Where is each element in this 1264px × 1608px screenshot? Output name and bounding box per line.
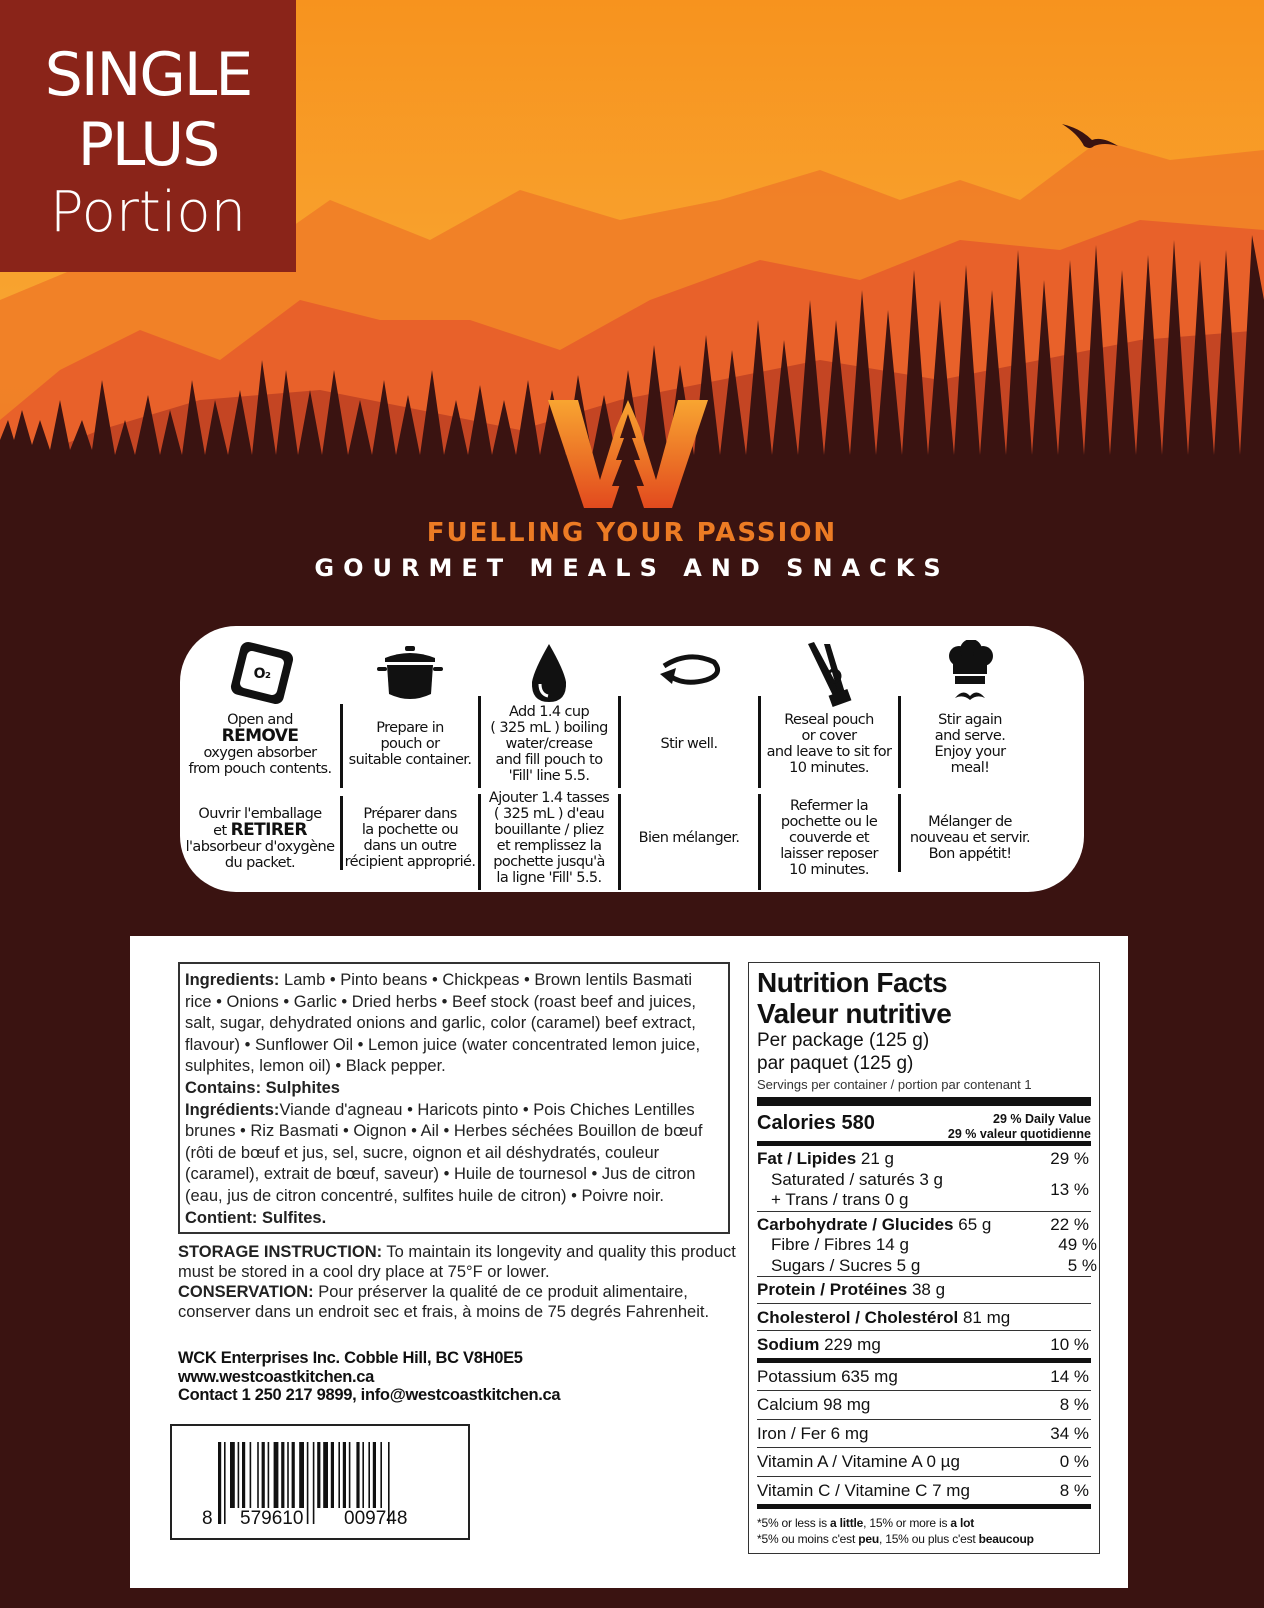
step-1-english: Open and REMOVE oxygen absorber from pouch contents. bbox=[188, 711, 332, 777]
sodium-percent: 10 % bbox=[1050, 1335, 1089, 1354]
svg-text:O₂: O₂ bbox=[253, 666, 271, 682]
company-info bbox=[178, 1349, 738, 1405]
mineral-percent: 8 % bbox=[1059, 1395, 1089, 1414]
daily-value-english: 29 % Daily Value bbox=[993, 1112, 1091, 1126]
trans-fat: + Trans / trans 0 g bbox=[771, 1190, 909, 1209]
mineral-row bbox=[757, 1477, 1091, 1505]
percent-footnote bbox=[757, 1504, 1091, 1547]
step-3 bbox=[480, 626, 618, 892]
barcode-bar bbox=[250, 1442, 252, 1508]
barcode-bar bbox=[230, 1442, 235, 1508]
barcode-bar bbox=[343, 1442, 346, 1508]
barcode-bar bbox=[257, 1442, 259, 1508]
barcode-bar bbox=[331, 1442, 334, 1508]
nutrition-title bbox=[757, 967, 1091, 1029]
step-2-french: Préparer dans la pochette ou dans un outre récipient approprié. bbox=[344, 806, 476, 870]
clothespin-icon bbox=[794, 640, 864, 710]
cholesterol-row bbox=[757, 1304, 1091, 1332]
mineral-percent: 0 % bbox=[1059, 1452, 1089, 1471]
water-drop-icon bbox=[514, 640, 584, 710]
barcode-bar bbox=[224, 1442, 226, 1524]
footnote-bold: a little bbox=[830, 1516, 864, 1530]
carbohydrate-label: Carbohydrate / Glucides bbox=[757, 1214, 954, 1234]
protein-row bbox=[757, 1277, 1091, 1304]
conservation-text: Pour préserver la qualité de ce produit alimentaire, conserver dans un endroit sec et frais, à moins de 75 degrés Fahrenheit. bbox=[178, 1283, 710, 1321]
barcode-bar bbox=[368, 1442, 370, 1508]
calories-value: 580 bbox=[841, 1112, 875, 1134]
ingredients-box bbox=[178, 962, 730, 1234]
saturated-trans-percent: 13 % bbox=[1050, 1179, 1089, 1199]
step-6-english: Stir again and serve. Enjoy your meal! bbox=[934, 712, 1006, 776]
footnote-text: *5% or less is bbox=[757, 1516, 831, 1530]
barcode-bar bbox=[323, 1442, 328, 1508]
contains-allergens-french: Contient: Sulfites. bbox=[185, 1208, 327, 1227]
barcode-digits-2: 579610 bbox=[240, 1508, 304, 1529]
serving-size-french: par paquet (125 g) bbox=[757, 1053, 914, 1074]
barcode-bar bbox=[268, 1442, 270, 1508]
step-6-french: Mélanger de nouveau et servir. Bon appétit! bbox=[909, 814, 1031, 862]
footnote-bold: beaucoup bbox=[978, 1532, 1034, 1546]
nutrition-facts-table bbox=[748, 962, 1100, 1554]
barcode-bar bbox=[338, 1442, 340, 1508]
barcode-bar bbox=[313, 1442, 315, 1524]
barcode-bar bbox=[380, 1442, 382, 1508]
barcode-bar bbox=[356, 1442, 359, 1508]
step-1 bbox=[180, 626, 340, 892]
fat-row bbox=[757, 1146, 1091, 1212]
fat-label: Fat / Lipides bbox=[757, 1149, 857, 1168]
barcode-bar bbox=[317, 1442, 320, 1508]
stir-arrow-icon bbox=[654, 640, 724, 710]
saturated-fat: Saturated / saturés 3 g bbox=[771, 1169, 943, 1189]
footnote-french bbox=[757, 1531, 1091, 1547]
barcode-bar bbox=[349, 1442, 351, 1508]
mineral-row bbox=[757, 1448, 1091, 1477]
barcode-bar bbox=[274, 1442, 279, 1508]
mineral-percent: 8 % bbox=[1059, 1480, 1089, 1500]
protein-label: Protein / Protéines bbox=[757, 1280, 908, 1299]
barcode bbox=[170, 1424, 470, 1540]
west-coast-kitchen-logo-icon bbox=[548, 398, 708, 510]
mineral-percent: 34 % bbox=[1050, 1423, 1089, 1443]
barcode-bar bbox=[299, 1442, 304, 1508]
company-address: WCK Enterprises Inc. Cobble Hill, BC V8H0E5 bbox=[178, 1349, 523, 1367]
fat-percent: 29 % bbox=[1050, 1149, 1089, 1168]
barcode-bar bbox=[292, 1442, 295, 1508]
mineral-label: Calcium 98 mg bbox=[757, 1395, 871, 1414]
carbohydrate-percent: 22 % bbox=[1050, 1214, 1089, 1234]
storage-text: To maintain its longevity and quality this product must be stored in a cool dry place at 75°F or lower. bbox=[178, 1243, 736, 1281]
preparation-instructions bbox=[180, 626, 1084, 892]
barcode-bar bbox=[281, 1442, 284, 1508]
mineral-label: Vitamin C / Vitamine C 7 mg bbox=[757, 1480, 970, 1500]
servings-per-container: Servings per container / portion par contenant 1 bbox=[757, 1075, 1091, 1106]
footnote-bold: peu bbox=[858, 1532, 879, 1546]
sugars-percent: 5 % bbox=[1067, 1255, 1097, 1275]
step-2 bbox=[342, 626, 478, 892]
company-website[interactable]: www.westcoastkitchen.ca bbox=[178, 1367, 375, 1386]
chef-icon bbox=[935, 640, 1005, 710]
badge-line-3: Portion bbox=[49, 180, 247, 245]
portion-badge bbox=[0, 0, 296, 272]
pot-icon bbox=[375, 640, 445, 710]
ingredients-text: Lamb • Pinto beans • Chickpeas • Brown lentils Basmati rice • Onions • Garlic • Dried herbs • Beef stock (roast beef and juices, salt, sugar, dehydrated onions and garlic, color (caramel) beef extract, flavour) • Sunflower Oil • Lemon juice (water concentrated lemon juice, sulphites, lemon oil) • Black pepper. bbox=[185, 971, 701, 1076]
sodium-label: Sodium bbox=[757, 1335, 820, 1354]
mineral-label: Iron / Fer 6 mg bbox=[757, 1423, 869, 1443]
footnote-text: , 15% or more is bbox=[863, 1516, 951, 1530]
badge-line-1: SINGLE bbox=[44, 40, 252, 110]
sodium-row bbox=[757, 1331, 1091, 1363]
barcode-bar bbox=[242, 1442, 245, 1508]
fibre-percent: 49 % bbox=[1058, 1235, 1097, 1254]
step-6 bbox=[900, 626, 1040, 892]
mineral-row bbox=[757, 1391, 1091, 1420]
barcode-bar bbox=[218, 1442, 221, 1524]
step-5 bbox=[760, 626, 898, 892]
barcode-bar bbox=[262, 1442, 265, 1508]
carbohydrate-row bbox=[757, 1212, 1097, 1278]
barcode-bar bbox=[373, 1442, 376, 1508]
mineral-row bbox=[757, 1420, 1091, 1449]
fat-value: 21 g bbox=[860, 1149, 895, 1168]
oxygen-absorber-icon bbox=[225, 640, 295, 710]
mineral-row bbox=[757, 1363, 1091, 1392]
step-5-french: Refermer la pochette ou le couverde et laisser reposer 10 minutes. bbox=[780, 798, 878, 878]
mineral-label: Potassium 635 mg bbox=[757, 1366, 898, 1386]
step-1-french: Ouvrir l'emballage et RETIRER l'absorbeur d'oxygène du packet. bbox=[185, 805, 335, 871]
footnote-text: *5% ou moins c'est bbox=[757, 1532, 859, 1546]
calories-label: Calories bbox=[757, 1112, 836, 1134]
barcode-bar bbox=[362, 1442, 364, 1508]
fibre: Fibre / Fibres 14 g bbox=[771, 1235, 909, 1254]
footnote-text: , 15% ou plus c'est bbox=[878, 1532, 979, 1546]
minerals-list bbox=[757, 1363, 1091, 1505]
ingredients-text-french: Viande d'agneau • Haricots pinto • Pois Chiches Lentilles brunes • Riz Basmati • Oignon • Ail • Herbes séchées Bouillon de bœuf (rôti de bœuf et jus, sel, sucre, oignon et ail déshydratés, couleur (caramel), extrait de bœuf, saveur) • Huile de tournesol • Jus de citron (eau, jus de citron concentré, sulfites huile de citron) • Poivre noir. bbox=[185, 1100, 703, 1205]
barcode-bars-icon bbox=[172, 1426, 472, 1542]
step-5-english: Reseal pouch or cover and leave to sit for 10 minutes. bbox=[766, 712, 892, 776]
barcode-digit-1: 8 bbox=[202, 1508, 213, 1529]
step-3-english: Add 1.4 cup ( 325 mL ) boiling water/crease and fill pouch to 'Fill' line 5.5. bbox=[490, 704, 608, 784]
barcode-bar bbox=[287, 1442, 289, 1508]
sodium-value: 229 mg bbox=[824, 1335, 881, 1354]
nutrition-title-french: Valeur nutritive bbox=[757, 998, 952, 1029]
conservation-label: CONSERVATION: bbox=[178, 1283, 314, 1301]
daily-value-french: 29 % valeur quotidienne bbox=[947, 1127, 1091, 1141]
storage-label: STORAGE INSTRUCTION: bbox=[178, 1243, 383, 1261]
mineral-label: Vitamin A / Vitamine A 0 µg bbox=[757, 1452, 960, 1471]
barcode-bar bbox=[238, 1442, 240, 1508]
step-2-english: Prepare in pouch or suitable container. bbox=[348, 720, 472, 768]
product-label bbox=[130, 936, 1128, 1588]
calories-row bbox=[757, 1106, 1091, 1146]
protein-value: 38 g bbox=[911, 1280, 946, 1299]
carbohydrate-value: 65 g bbox=[958, 1214, 992, 1234]
footnote-english bbox=[757, 1515, 1091, 1531]
barcode-bar bbox=[307, 1442, 309, 1524]
step-4 bbox=[620, 626, 758, 892]
ingredients-label-french: Ingrédients: bbox=[185, 1100, 280, 1119]
barcode-digits-3: 009748 bbox=[344, 1508, 408, 1529]
cholesterol-value: 81 mg bbox=[962, 1307, 1011, 1327]
step-3-french: Ajouter 1.4 tasses ( 325 mL ) d'eau bouillante / pliez et remplissez la pochette jusqu'à la ligne 'Fill' 5.5. bbox=[488, 790, 610, 886]
mineral-percent: 14 % bbox=[1050, 1366, 1089, 1386]
company-contact[interactable]: Contact 1 250 217 9899, info@westcoastkitchen.ca bbox=[178, 1386, 561, 1404]
nutrition-title-english: Nutrition Facts bbox=[757, 967, 948, 998]
brand-subtitle: GOURMET MEALS AND SNACKS bbox=[314, 554, 950, 582]
ingredients-label: Ingredients: bbox=[185, 971, 280, 989]
cholesterol-label: Cholesterol / Cholestérol bbox=[757, 1307, 959, 1327]
storage-instructions bbox=[178, 1242, 738, 1322]
badge-line-2: PLUS bbox=[77, 110, 219, 180]
tagline: FUELLING YOUR PASSION bbox=[426, 518, 838, 548]
contains-allergens: Contains: Sulphites bbox=[185, 1078, 340, 1097]
sugars: Sugars / Sucres 5 g bbox=[771, 1255, 921, 1275]
serving-size-english: Per package (125 g) bbox=[757, 1030, 930, 1051]
step-4-english: Stir well. bbox=[660, 736, 718, 752]
footnote-bold: a lot bbox=[950, 1516, 975, 1530]
step-4-french: Bien mélanger. bbox=[638, 830, 740, 846]
